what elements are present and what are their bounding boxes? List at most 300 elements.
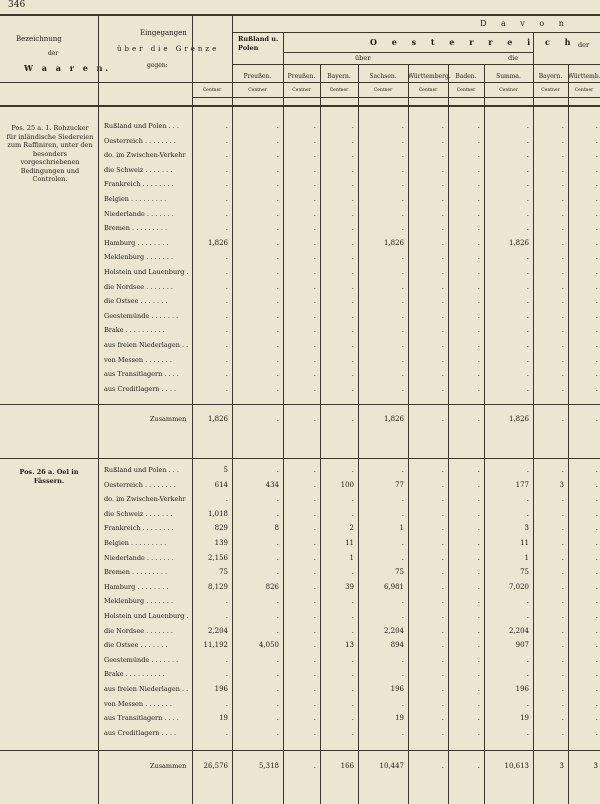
value-cell: . <box>441 165 444 174</box>
value-cell: . <box>477 524 480 533</box>
value-cell: . <box>441 370 444 379</box>
value-cell: . <box>526 326 529 335</box>
value-cell: . <box>477 714 480 723</box>
total-cell: 1,018 <box>207 509 228 518</box>
value-cell: . <box>276 180 279 189</box>
value-cell: . <box>526 195 529 203</box>
total-cell: 19 <box>219 714 228 723</box>
table-row <box>0 552 600 565</box>
value-cell: . <box>477 384 480 393</box>
value-cell: . <box>561 282 564 291</box>
value-cell: . <box>526 597 529 606</box>
value-cell: . <box>561 311 564 320</box>
value-cell: . <box>477 195 480 203</box>
unit-label: Centner <box>202 88 222 93</box>
value-cell: . <box>276 626 279 635</box>
value-cell: . <box>351 370 354 379</box>
value-cell: 826 <box>265 582 279 591</box>
value-cell: . <box>441 384 444 393</box>
value-cell: . <box>477 238 480 247</box>
value-cell: 11 <box>520 539 529 547</box>
value-cell: . <box>313 539 316 547</box>
value-cell: . <box>276 151 279 160</box>
value-cell: . <box>313 670 316 679</box>
origin-label: Frankreich . . . . . . . . <box>104 180 174 189</box>
value-cell: . <box>351 466 354 474</box>
value-cell: . <box>401 655 404 664</box>
total-cell: . <box>225 151 228 160</box>
origin-label: do. im Zwischen-Verkehr <box>104 495 186 504</box>
value-cell: 1 <box>399 524 404 533</box>
col-import-title-1: Eingegangen <box>140 29 187 37</box>
value-cell: . <box>477 311 480 320</box>
value-cell: . <box>561 415 564 423</box>
value-cell: 8 <box>274 524 279 533</box>
value-cell: . <box>477 495 480 504</box>
value-cell: . <box>351 568 354 577</box>
total-cell: . <box>225 122 228 130</box>
value-cell: . <box>351 655 354 664</box>
origin-label: Niederlande . . . . . . . <box>104 553 174 562</box>
total-cell: . <box>225 655 228 664</box>
value-cell: . <box>561 626 564 635</box>
value-cell: . <box>313 370 316 379</box>
value-cell: . <box>477 539 480 547</box>
value-cell: . <box>351 311 354 320</box>
value-cell: . <box>477 122 480 130</box>
table-row <box>0 120 600 133</box>
die-header: die <box>508 54 519 62</box>
value-cell: . <box>561 370 564 379</box>
table-row <box>0 266 600 279</box>
value-cell: 3 <box>559 480 564 489</box>
value-cell: . <box>595 209 598 218</box>
value-cell: . <box>477 224 480 233</box>
value-cell: . <box>276 466 279 474</box>
table-row <box>0 508 600 521</box>
value-cell: . <box>595 495 598 504</box>
unit-label: Centner <box>456 88 476 93</box>
table-row <box>0 310 600 323</box>
total-cell: 139 <box>214 539 228 547</box>
value-cell: . <box>276 326 279 335</box>
origin-label: aus Creditlagern . . . . <box>104 728 177 737</box>
value-cell: . <box>561 466 564 474</box>
value-cell: . <box>441 466 444 474</box>
value-cell: . <box>526 253 529 262</box>
total-cell: . <box>225 728 228 737</box>
russland-header: Rußland u. Polen <box>238 35 279 52</box>
value-cell: . <box>561 136 564 145</box>
oesterreich-header: O e s t e r r e i c h <box>370 37 577 47</box>
value-cell: 6,981 <box>383 582 404 591</box>
table-row <box>0 698 600 711</box>
value-cell: . <box>477 699 480 708</box>
value-cell: . <box>351 355 354 364</box>
value-cell: . <box>526 670 529 679</box>
value-cell: . <box>441 238 444 247</box>
table-row <box>0 537 600 550</box>
value-cell: . <box>441 209 444 218</box>
value-cell: . <box>477 597 480 606</box>
value-cell: . <box>477 180 480 189</box>
value-cell: . <box>595 597 598 606</box>
value-cell: . <box>441 568 444 577</box>
value-cell: 1,826 <box>383 238 404 247</box>
value-cell: . <box>526 180 529 189</box>
value-cell: . <box>351 122 354 130</box>
value-cell: . <box>276 597 279 606</box>
value-cell: 75 <box>520 568 529 577</box>
value-cell: . <box>561 151 564 160</box>
value-cell: . <box>401 209 404 218</box>
value-cell: . <box>401 495 404 504</box>
value-cell: . <box>351 253 354 262</box>
value-cell: 19 <box>520 714 529 723</box>
value-cell: . <box>441 341 444 349</box>
value-cell: 2,204 <box>383 626 404 635</box>
total-cell: . <box>225 165 228 174</box>
value-cell: . <box>276 655 279 664</box>
value-cell: . <box>276 670 279 679</box>
value-cell: . <box>477 762 480 770</box>
unit-label: Centner <box>329 88 349 93</box>
value-cell: . <box>561 297 564 306</box>
value-cell: . <box>441 524 444 533</box>
value-cell: . <box>595 466 598 474</box>
origin-label: die Nordsee . . . . . . . <box>104 282 173 291</box>
value-cell: . <box>276 165 279 174</box>
value-cell: . <box>276 311 279 320</box>
value-cell: . <box>526 384 529 393</box>
uber-header: über <box>355 54 371 62</box>
value-cell: . <box>401 466 404 474</box>
value-cell: . <box>351 326 354 335</box>
value-cell: . <box>276 539 279 547</box>
total-cell: . <box>225 180 228 189</box>
origin-label: Brake . . . . . . . . . . <box>104 326 165 335</box>
value-cell: . <box>276 495 279 504</box>
table-row <box>0 368 600 381</box>
value-cell: . <box>313 466 316 474</box>
value-cell: . <box>477 341 480 349</box>
table-row <box>0 339 600 352</box>
origin-label: die Ostsee . . . . . . . <box>104 641 168 650</box>
value-cell: . <box>441 415 444 423</box>
value-cell: . <box>276 297 279 306</box>
value-cell: . <box>401 195 404 203</box>
value-cell: . <box>401 370 404 379</box>
value-cell: . <box>526 209 529 218</box>
value-cell: . <box>313 122 316 130</box>
origin-label: die Schweiz . . . . . . . <box>104 165 173 174</box>
value-cell: . <box>351 165 354 174</box>
value-cell: . <box>401 553 404 562</box>
value-cell: 1,826 <box>383 415 404 423</box>
value-cell: . <box>595 626 598 635</box>
value-cell: . <box>441 728 444 737</box>
value-cell: . <box>313 238 316 247</box>
value-cell: . <box>561 670 564 679</box>
value-cell: 100 <box>340 480 354 489</box>
value-cell: 1,826 <box>508 238 529 247</box>
sum-row <box>0 413 600 426</box>
value-cell: . <box>526 297 529 306</box>
origin-label: Belgien . . . . . . . . . <box>104 539 167 547</box>
value-cell: . <box>441 297 444 306</box>
value-cell: 177 <box>515 480 529 489</box>
value-cell: 10,447 <box>379 762 404 770</box>
value-cell: . <box>595 714 598 723</box>
unit-label: Centner <box>574 88 594 93</box>
value-cell: . <box>477 165 480 174</box>
value-cell: . <box>477 370 480 379</box>
section-label-sugar: Pos. 25 a. 1. Rohzucker für inländische Siedereien zum Raffiniren, unter den besonders vorgeschriebenen Bedingungen und Controlen. <box>6 124 94 183</box>
total-cell: . <box>225 370 228 379</box>
value-cell: . <box>313 553 316 562</box>
value-cell: . <box>561 165 564 174</box>
value-cell: . <box>477 553 480 562</box>
table-row <box>0 727 600 740</box>
table-row <box>0 237 600 250</box>
table-row <box>0 712 600 725</box>
value-cell: 196 <box>515 685 529 693</box>
value-cell: . <box>441 539 444 547</box>
value-cell: . <box>526 466 529 474</box>
origin-label: Holstein und Lauenburg . <box>104 612 189 620</box>
value-cell: . <box>477 297 480 306</box>
value-cell: . <box>276 195 279 203</box>
total-cell: . <box>225 699 228 708</box>
value-cell: . <box>526 224 529 233</box>
value-cell: . <box>276 699 279 708</box>
value-cell: . <box>595 582 598 591</box>
unit-label: Centner <box>373 88 393 93</box>
value-cell: . <box>441 253 444 262</box>
value-cell: 196 <box>390 685 404 693</box>
table-row <box>0 522 600 535</box>
origin-label: Belgien . . . . . . . . . <box>104 195 167 203</box>
value-cell: . <box>477 641 480 650</box>
value-cell: . <box>401 355 404 364</box>
origin-label: Holstein und Lauenburg . <box>104 268 189 276</box>
value-cell: . <box>561 524 564 533</box>
value-cell: . <box>276 355 279 364</box>
value-cell: . <box>441 641 444 650</box>
value-cell: . <box>441 268 444 276</box>
value-cell: . <box>561 597 564 606</box>
value-cell: . <box>526 311 529 320</box>
origin-label: Bremen . . . . . . . . . <box>104 224 168 233</box>
value-cell: . <box>477 466 480 474</box>
origin-label: Meklenburg . . . . . . . <box>104 253 174 262</box>
table-row <box>0 493 600 506</box>
value-cell: . <box>313 714 316 723</box>
origin-label: von Messen . . . . . . . <box>104 699 172 708</box>
total-cell: . <box>225 670 228 679</box>
sum-row <box>0 760 600 773</box>
value-cell: . <box>351 151 354 160</box>
value-cell: . <box>595 641 598 650</box>
value-cell: . <box>313 495 316 504</box>
table-row <box>0 625 600 638</box>
subcol-header: Bayern. <box>538 73 563 80</box>
value-cell: . <box>561 655 564 664</box>
unit-label: Centner <box>248 88 267 93</box>
value-cell: 11 <box>345 539 354 547</box>
value-cell: . <box>441 136 444 145</box>
value-cell: . <box>313 209 316 218</box>
value-cell: . <box>526 151 529 160</box>
origin-label: Geestemünde . . . . . . . <box>104 311 179 320</box>
value-cell: . <box>313 685 316 693</box>
value-cell: . <box>313 509 316 518</box>
value-cell: . <box>561 180 564 189</box>
value-cell: . <box>401 224 404 233</box>
value-cell: . <box>595 539 598 547</box>
unit-label: Centner <box>541 88 560 93</box>
origin-label: Hamburg . . . . . . . . <box>104 238 169 247</box>
total-cell: 75 <box>219 568 228 577</box>
value-cell: . <box>561 509 564 518</box>
total-cell: . <box>225 612 228 620</box>
value-cell: . <box>313 311 316 320</box>
value-cell: . <box>351 415 354 423</box>
value-cell: 894 <box>390 641 404 650</box>
origin-label: die Nordsee . . . . . . . <box>104 626 173 635</box>
value-cell: . <box>351 238 354 247</box>
value-cell: . <box>313 224 316 233</box>
value-cell: . <box>477 415 480 423</box>
value-cell: . <box>526 341 529 349</box>
value-cell: . <box>313 728 316 737</box>
value-cell: . <box>441 762 444 770</box>
total-cell: 1,826 <box>207 415 228 423</box>
unit-label: Centner <box>418 88 438 93</box>
value-cell: . <box>526 268 529 276</box>
subcol-header: Summa. <box>496 73 521 80</box>
value-cell: . <box>441 655 444 664</box>
table-row <box>0 149 600 162</box>
value-cell: . <box>351 685 354 693</box>
value-cell: . <box>313 480 316 489</box>
value-cell: . <box>477 253 480 262</box>
value-cell: . <box>477 655 480 664</box>
value-cell: . <box>276 238 279 247</box>
table-row <box>0 178 600 191</box>
col-import-title-2: über die Grenze <box>117 45 220 53</box>
value-cell: . <box>441 480 444 489</box>
value-cell: . <box>313 597 316 606</box>
value-cell: . <box>313 165 316 174</box>
value-cell: . <box>351 612 354 620</box>
origin-label: Rußland und Polen . . . <box>104 466 179 474</box>
origin-label: Meklenburg . . . . . . . <box>104 597 174 606</box>
total-cell: . <box>225 311 228 320</box>
value-cell: . <box>595 670 598 679</box>
value-cell: . <box>401 151 404 160</box>
value-cell: . <box>477 480 480 489</box>
total-cell: 196 <box>214 685 228 693</box>
value-cell: . <box>441 326 444 335</box>
col-goods-title-3: W a a r e n. <box>24 63 112 73</box>
value-cell: . <box>441 311 444 320</box>
total-cell: . <box>225 195 228 203</box>
value-cell: . <box>441 509 444 518</box>
total-cell: . <box>225 136 228 145</box>
section-label-oil: Pos. 26 a. Oel in Fässern. <box>19 468 79 485</box>
value-cell: 77 <box>395 480 404 489</box>
subcol-header: Württemberg. <box>408 73 451 80</box>
subcol-header: Sachsen. <box>369 73 397 80</box>
value-cell: . <box>401 253 404 262</box>
value-cell: . <box>313 136 316 145</box>
value-cell: . <box>526 509 529 518</box>
value-cell: . <box>561 355 564 364</box>
value-cell: . <box>595 122 598 130</box>
value-cell: . <box>401 282 404 291</box>
value-cell: . <box>595 151 598 160</box>
value-cell: . <box>477 268 480 276</box>
value-cell: . <box>595 612 598 620</box>
value-cell: . <box>313 195 316 203</box>
value-cell: . <box>401 165 404 174</box>
table-row <box>0 479 600 492</box>
table-row <box>0 193 600 206</box>
value-cell: . <box>595 699 598 708</box>
subcol-header: Baden. <box>455 73 477 80</box>
value-cell: . <box>401 670 404 679</box>
value-cell: . <box>401 612 404 620</box>
value-cell: . <box>561 568 564 577</box>
value-cell: . <box>441 553 444 562</box>
value-cell: . <box>313 297 316 306</box>
total-cell: . <box>225 224 228 233</box>
value-cell: . <box>477 209 480 218</box>
value-cell: 1 <box>349 553 354 562</box>
value-cell: . <box>313 524 316 533</box>
value-cell: . <box>351 495 354 504</box>
total-cell: 2,204 <box>207 626 228 635</box>
origin-label: die Ostsee . . . . . . . <box>104 297 168 306</box>
value-cell: . <box>526 136 529 145</box>
origin-label: Geestemünde . . . . . . . <box>104 655 179 664</box>
origin-label: aus Creditlagern . . . . <box>104 384 177 393</box>
value-cell: . <box>401 136 404 145</box>
value-cell: . <box>351 268 354 276</box>
value-cell: . <box>561 253 564 262</box>
value-cell: . <box>595 180 598 189</box>
value-cell: . <box>441 582 444 591</box>
table-row <box>0 208 600 221</box>
value-cell: . <box>441 612 444 620</box>
total-cell: 1,826 <box>207 238 228 247</box>
origin-label: Hamburg . . . . . . . . <box>104 582 169 591</box>
value-cell: 3 <box>524 524 529 533</box>
value-cell: . <box>561 699 564 708</box>
value-cell: . <box>477 151 480 160</box>
value-cell: . <box>351 180 354 189</box>
value-cell: . <box>441 597 444 606</box>
value-cell: . <box>595 136 598 145</box>
origin-label: do. im Zwischen-Verkehr <box>104 151 186 160</box>
value-cell: . <box>526 370 529 379</box>
origin-label: Oesterreich . . . . . . . . <box>104 480 176 489</box>
value-cell: . <box>401 539 404 547</box>
value-cell: . <box>276 209 279 218</box>
value-cell: . <box>561 539 564 547</box>
value-cell: . <box>526 122 529 130</box>
